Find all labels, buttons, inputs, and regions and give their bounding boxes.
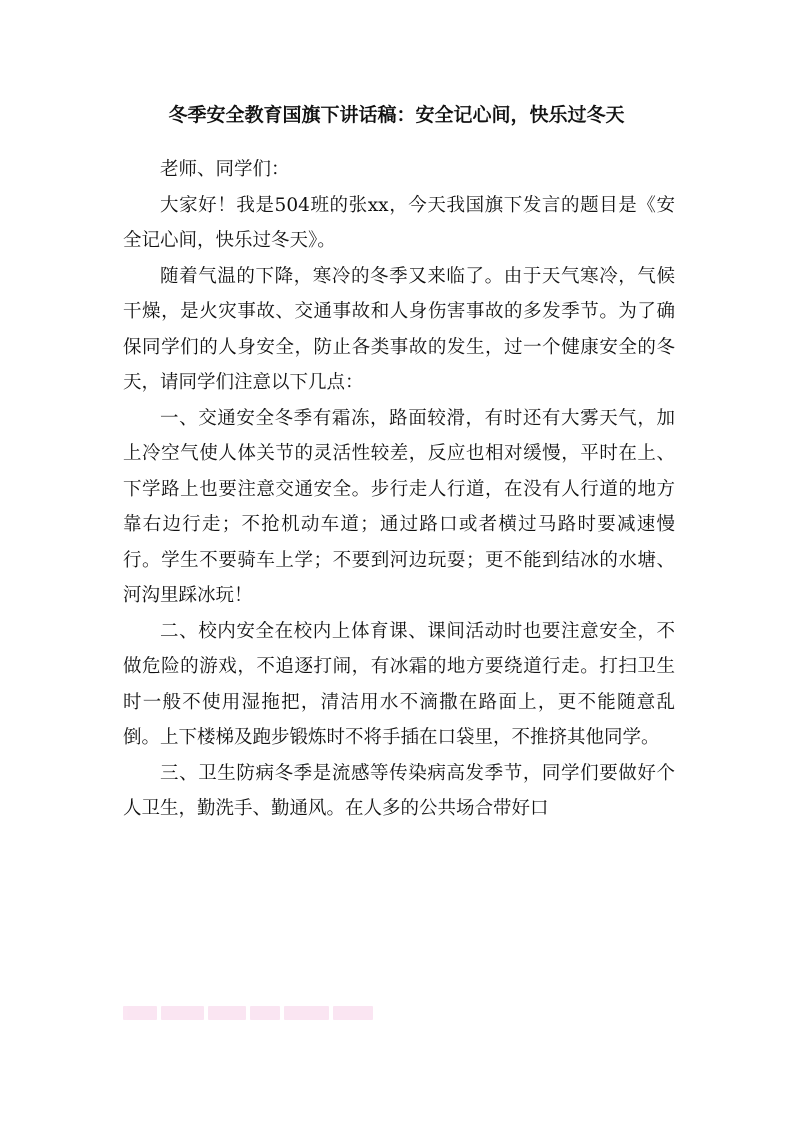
faded-text-watermark [123,1006,373,1020]
greeting-paragraph: 大家好！我是504班的张xx，今天我国旗下发言的题目是《安全记心间，快乐过冬天》。 [123,194,675,251]
document-title: 冬季安全教育国旗下讲话稿：安全记心间，快乐过冬天 [168,104,625,126]
hygiene-paragraph: 三、卫生防病冬季是流感等传染病高发季节，同学们要做好个人卫生，勤洗手、勤通风。在人多的公共场合带好口 [123,762,675,819]
salutation-paragraph: 老师、同学们： [160,159,290,180]
document-body [123,152,675,827]
intro-paragraph: 随着气温的下降，寒冷的冬季又来临了。由于天气寒冷，气候干燥，是火灾事故、交通事故和人身伤害事故的多发季节。为了确保同学们的人身安全，防止各类事故的发生，过一个健康安全的冬天，请同学们注意以下几点： [123,265,675,393]
campus-safety-paragraph: 二、校内安全在校内上体育课、课间活动时也要注意安全，不做危险的游戏，不追逐打闹，有冰霜的地方要绕道行走。打扫卫生时一般不使用湿拖把，清洁用水不滴撒在路面上，更不能随意乱倒。上下楼梯及跑步锻炼时不将手插在口袋里，不推挤其他同学。 [123,620,675,748]
traffic-safety-paragraph: 一、交通安全冬季有霜冻，路面较滑，有时还有大雾天气，加上冷空气使人体关节的灵活性较差，反应也相对缓慢，平时在上、下学路上也要注意交通安全。步行走人行道，在没有人行道的地方靠右边行走；不抢机动车道；通过路口或者横过马路时要减速慢行。学生不要骑车上学；不要到河边玩耍；更不能到结冰的水塘、河沟里踩冰玩！ [123,407,675,606]
